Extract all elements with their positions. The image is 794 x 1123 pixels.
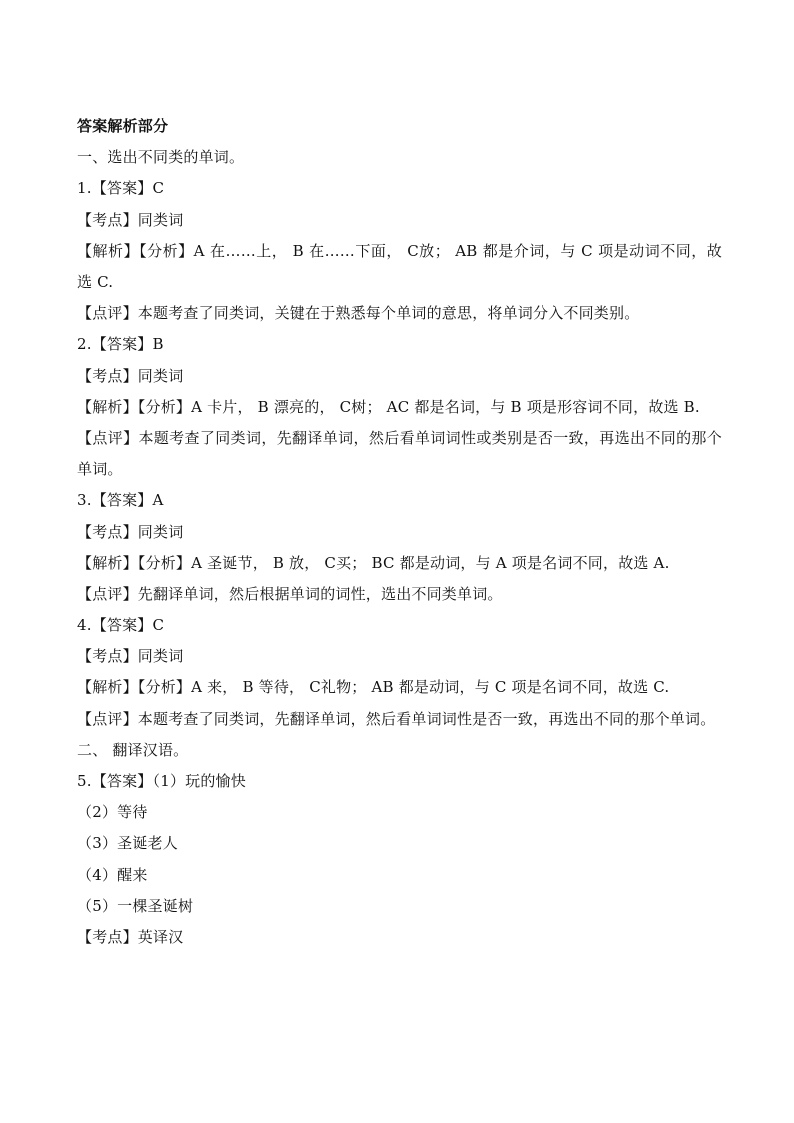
q5-answer: 5.【答案】（1）玩的愉快 <box>77 772 246 791</box>
q4-answer: 4.【答案】C <box>77 616 165 635</box>
q5-item-4: （4）醒来 <box>77 865 148 884</box>
q3-point: 【考点】同类词 <box>77 522 184 541</box>
q1-comment: 【点评】本题考查了同类词，关键在于熟悉每个单词的意思，将单词分入不同类别。 <box>77 304 640 323</box>
q4-comment: 【点评】本题考查了同类词，先翻译单词，然后看单词词性是否一致，再选出不同的那个单词。 <box>77 709 716 728</box>
document-title: 答案解析部分 <box>77 117 169 135</box>
q1-analysis: 【解析】【分析】A 在……上， B 在……下面， C放； AB 都是介词，与 C 项是动词不同，故选 C. <box>77 241 722 291</box>
q2-point: 【考点】同类词 <box>77 366 184 385</box>
q4-point: 【考点】同类词 <box>77 647 184 666</box>
q4-analysis: 【解析】【分析】A 来， B 等待， C礼物； AB 都是动词，与 C 项是名词不同，故选 C. <box>77 678 670 697</box>
q2-comment: 【点评】本题考查了同类词，先翻译单词，然后看单词词性或类别是否一致，再选出不同的那个单词。 <box>77 428 722 479</box>
q3-answer: 3.【答案】A <box>77 491 164 510</box>
q5-item-5: （5）一棵圣诞树 <box>77 896 194 915</box>
q5-point: 【考点】英译汉 <box>77 927 184 946</box>
q5-item-2: （2）等待 <box>77 803 148 822</box>
q5-item-3: （3）圣诞老人 <box>77 834 178 853</box>
q3-comment: 【点评】先翻译单词，然后根据单词的词性，选出不同类单词。 <box>77 584 503 603</box>
q2-answer: 2.【答案】B <box>77 335 164 354</box>
q1-answer: 1.【答案】C <box>77 179 165 198</box>
answer-document <box>77 111 722 953</box>
section-heading-1: 一、选出不同类的单词。 <box>77 148 245 167</box>
q1-point: 【考点】同类词 <box>77 210 184 229</box>
section-heading-2: 二、 翻译汉语。 <box>77 740 189 759</box>
q3-analysis: 【解析】【分析】A 圣诞节， B 放， C买； BC 都是动词，与 A 项是名词不同，故选 A. <box>77 553 670 572</box>
q2-analysis: 【解析】【分析】A 卡片， B 漂亮的， C树； AC 都是名词，与 B 项是形容词不同，故选 B. <box>77 397 700 416</box>
